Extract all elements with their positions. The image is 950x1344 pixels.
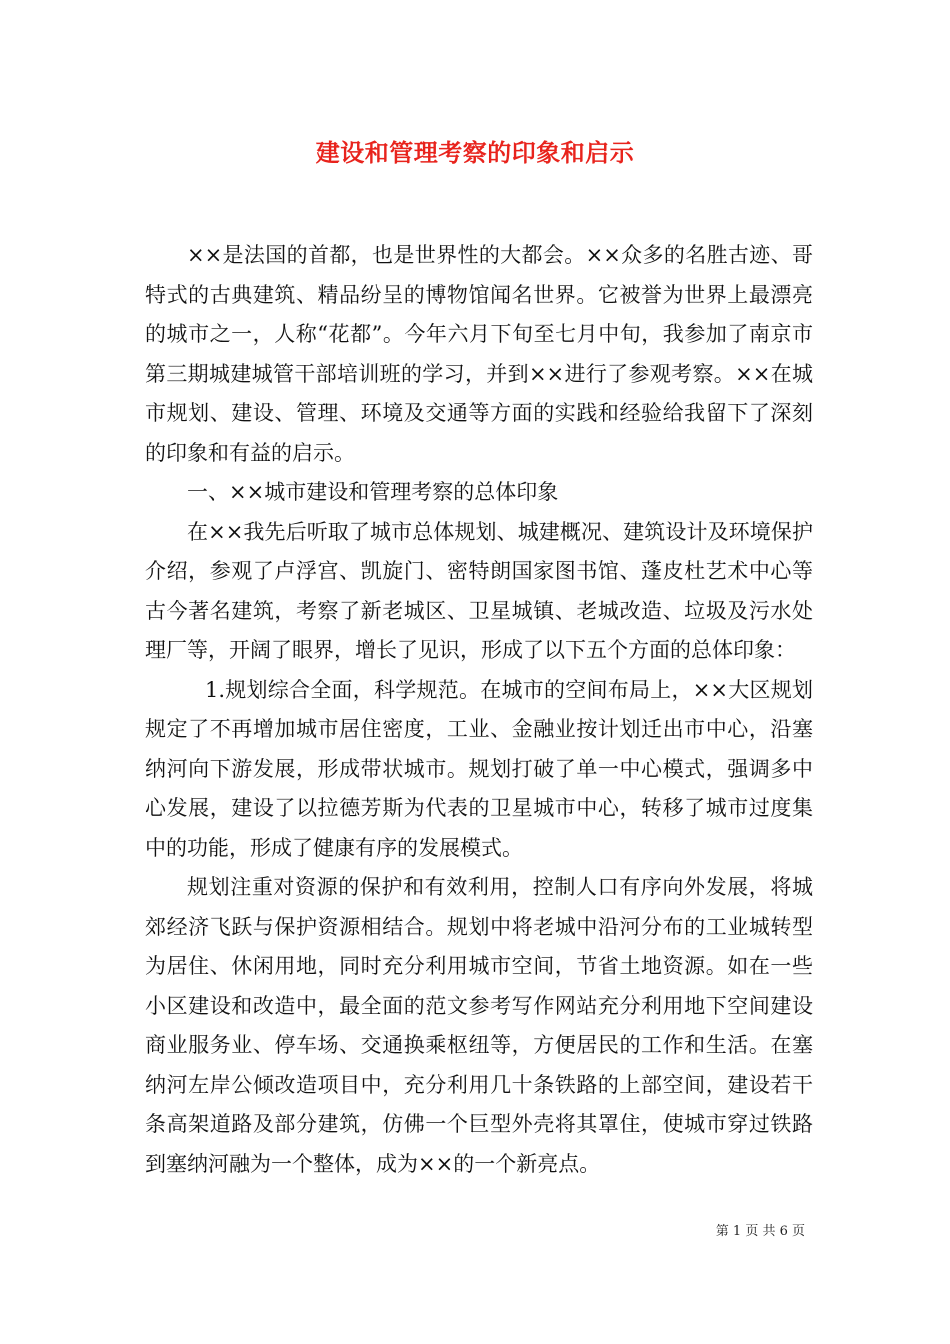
paragraph-overview: 在××我先后听取了城市总体规划、城建概况、建筑设计及环境保护介绍，参观了卢浮宫、凯旋门、密特朗国家图书馆、蓬皮杜艺术中心等古今著名建筑，考察了新老城区、卫星城镇、老城改造、垃圾及污水处理厂等，开阔了眼界，增长了见识，形成了以下五个方面的总体印象： <box>145 519 813 662</box>
page-footer: 第 1 页 共 6 页 <box>715 1224 805 1239</box>
document-body <box>145 236 813 1184</box>
section-heading: 一、××城市建设和管理考察的总体印象 <box>187 480 559 504</box>
paragraph-resources: 规划注重对资源的保护和有效利用，控制人口有序向外发展，将城郊经济飞跃与保护资源相结合。规划中将老城中沿河分布的工业城转型为居住、休闲用地，同时充分利用城市空间，节省土地资源。如在一些小区建设和改造中，最全面的范文参考写作网站充分利用地下空间建设商业服务业、停车场、交通换乘枢纽等，方便居民的工作和生活。在塞纳河左岸公倾改造项目中，充分利用几十条铁路的上部空间，建设若干条高架道路及部分建筑，仿佛一个巨型外壳将其罩住，使城市穿过铁路到塞纳河融为一个整体，成为××的一个新亮点。 <box>145 875 813 1176</box>
paragraph-intro: ××是法国的首都，也是世界性的大都会。××众多的名胜古迹、哥特式的古典建筑、精品纷呈的博物馆闻名世界。它被誉为世界上最漂亮的城市之一，人称“花都”。今年六月下旬至七月中旬，我参加了南京市第三期城建城管干部培训班的学习，并到××进行了参观考察。××在城市规划、建设、管理、环境及交通等方面的实践和经验给我留下了深刻的印象和有益的启示。 <box>145 243 813 465</box>
document-title: 建设和管理考察的印象和启示 <box>315 138 635 167</box>
paragraph-point-1: 1.规划综合全面，科学规范。在城市的空间布局上，××大区规划规定了不再增加城市居住密度，工业、金融业按计划迁出市中心，沿塞纳河向下游发展，形成带状城市。规划打破了单一中心模式，强调多中心发展，建设了以拉德芳斯为代表的卫星城市中心，转移了城市过度集中的功能，形成了健康有序的发展模式。 <box>145 677 813 860</box>
